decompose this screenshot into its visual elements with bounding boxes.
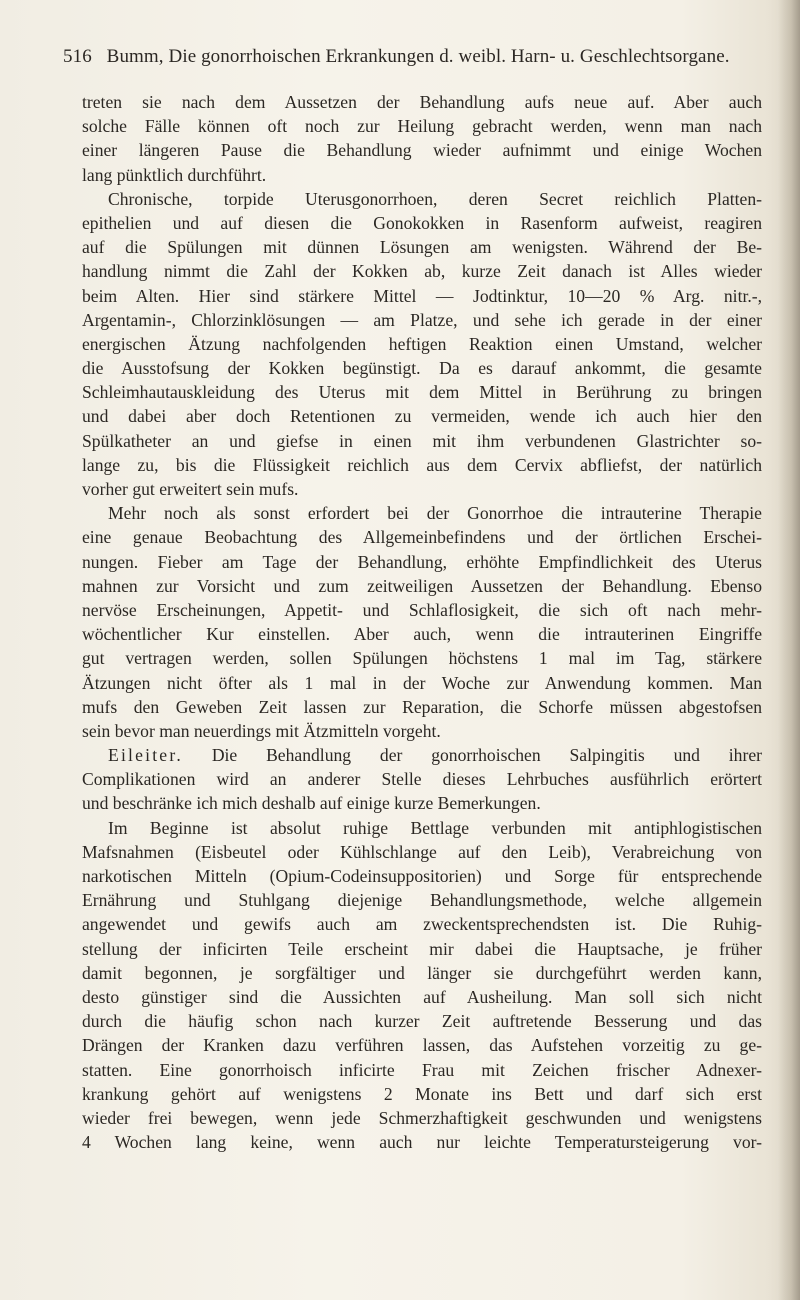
text-line: Spülkatheter an und giefse in einen mit ihm verbundenen Glastrichter so- [82, 430, 762, 451]
text-line: und dabei aber doch Retentionen zu vermeiden, wende ich auch hier den [82, 406, 762, 427]
section-heading-line: Eileiter. Die Behandlung der gonorrhoischen Salpingitis und ihrer [108, 745, 762, 766]
text-line: Ätzungen nicht öfter als 1 mal in der Woche zur Anwendung kommen. Man [82, 672, 762, 693]
text-line: Chronische, torpide Uterusgonorrhoen, deren Secret reichlich Platten- [108, 188, 762, 209]
text-line: einer längeren Pause die Behandlung wieder aufnimmt und einige Wochen [82, 140, 762, 161]
text-line: desto günstiger sind die Aussichten auf Ausheilung. Man soll sich nicht [82, 986, 762, 1007]
text-line: krankung gehört auf wenigstens 2 Monate ins Bett und darf sich erst [82, 1083, 762, 1104]
text-line: auf die Spülungen mit dünnen Lösungen am wenigsten. Während der Be- [82, 237, 762, 258]
text-line: lange zu, bis die Flüssigkeit reichlich aus dem Cervix abfliefst, der natürlich [82, 454, 762, 475]
text-line: durch die häufig schon nach kurzer Zeit auftretende Besserung und das [82, 1011, 762, 1032]
text-line: Schleimhautauskleidung des Uterus mit dem Mittel in Berührung zu bringen [82, 382, 762, 403]
text-line: vorher gut erweitert sein mufs. [82, 479, 299, 499]
text-line: epithelien und auf diesen die Gonokokken in Rasenform aufweist, reagiren [82, 212, 762, 233]
text-line: Drängen der Kranken dazu verführen lassen, das Aufstehen vorzeitig zu ge- [82, 1035, 762, 1056]
text-line: handlung nimmt die Zahl der Kokken ab, kurze Zeit danach ist Alles wieder [82, 261, 762, 282]
text-line: eine genaue Beobachtung des Allgemeinbefindens und der örtlichen Erschei- [82, 527, 762, 548]
text-line: Ernährung und Stuhlgang diejenige Behandlungsmethode, welche allgemein [82, 890, 762, 911]
page-number: 516 [63, 46, 92, 67]
text-line: beim Alten. Hier sind stärkere Mittel — Jodtinktur, 10—20 % Arg. nitr.-, [82, 285, 762, 306]
text-line: angewendet und gewifs auch am zweckentsprechendsten ist. Die Ruhig- [82, 914, 762, 935]
text-line: wöchentlicher Kur einstellen. Aber auch, wenn die intrauterinen Eingriffe [82, 624, 762, 645]
text-line: mufs den Geweben Zeit lassen zur Reparation, die Schorfe müssen abgestofsen [82, 696, 762, 717]
text-line: Mehr noch als sonst erfordert bei der Gonorrhoe die intrauterine Therapie [108, 503, 762, 524]
text-line: narkotischen Mitteln (Opium-Codeinsuppositorien) und Sorge für entsprechende [82, 866, 762, 886]
text-line: nungen. Fieber am Tage der Behandlung, erhöhte Empfindlichkeit des Uterus [82, 551, 762, 572]
text-line: die Ausstofsung der Kokken begünstigt. Da es darauf ankommt, die gesamte [82, 358, 762, 379]
text-line: gut vertragen werden, sollen Spülungen höchstens 1 mal im Tag, stärkere [82, 648, 762, 669]
text-line: statten. Eine gonorrhoisch inficirte Frau mit Zeichen frischer Adnexer- [82, 1059, 762, 1080]
text-line: Mafsnahmen (Eisbeutel oder Kühlschlange auf den Leib), Verabreichung von [82, 841, 762, 862]
text-line: mahnen zur Vorsicht und zum zeitweiligen Aussetzen der Behandlung. Ebenso [82, 575, 762, 596]
running-title: Bumm, Die gonorrhoischen Erkrankungen d. weibl. Harn- u. Geschlechtsorgane. [106, 46, 730, 67]
text-line: und beschränke ich mich deshalb auf einige kurze Bemerkungen. [82, 793, 541, 814]
text-line: sein bevor man neuerdings mit Ätzmitteln vorgeht. [82, 720, 441, 741]
page-body-text [82, 90, 762, 1154]
text-line: damit begonnen, je sorgfältiger und länger sie durchgeführt werden kann, [82, 962, 762, 983]
text-line: Complikationen wird an anderer Stelle dieses Lehrbuches ausführlich erörtert [82, 769, 762, 790]
text-line: Argentamin-, Chlorzinklösungen — am Platze, und sehe ich gerade in der einer [82, 309, 762, 330]
text-line: stellung der inficirten Teile erscheint mir dabei die Hauptsache, je früher [82, 938, 762, 959]
section-heading-word: Eileiter. [108, 745, 184, 766]
text-line: energischen Ätzung nachfolgenden heftigen Reaktion einen Umstand, welcher [82, 333, 762, 354]
text-line: nervöse Erscheinungen, Appetit- und Schlaflosigkeit, die sich oft nach mehr- [82, 599, 762, 620]
text-line: solche Fälle können oft noch zur Heilung gebracht werden, wenn man nach [82, 116, 762, 137]
text-line: Im Beginne ist absolut ruhige Bettlage verbunden mit antiphlogistischen [108, 817, 762, 838]
text-line: 4 Wochen lang keine, wenn auch nur leichte Temperatursteigerung vor- [82, 1132, 762, 1153]
text-line: wieder frei bewegen, wenn jede Schmerzhaftigkeit geschwunden und wenigstens [82, 1107, 762, 1128]
running-header [63, 46, 743, 76]
text-line: treten sie nach dem Aussetzen der Behandlung aufs neue auf. Aber auch [82, 92, 762, 112]
text-line: lang pünktlich durchführt. [82, 164, 267, 185]
page-edge-shadow [778, 0, 800, 1300]
